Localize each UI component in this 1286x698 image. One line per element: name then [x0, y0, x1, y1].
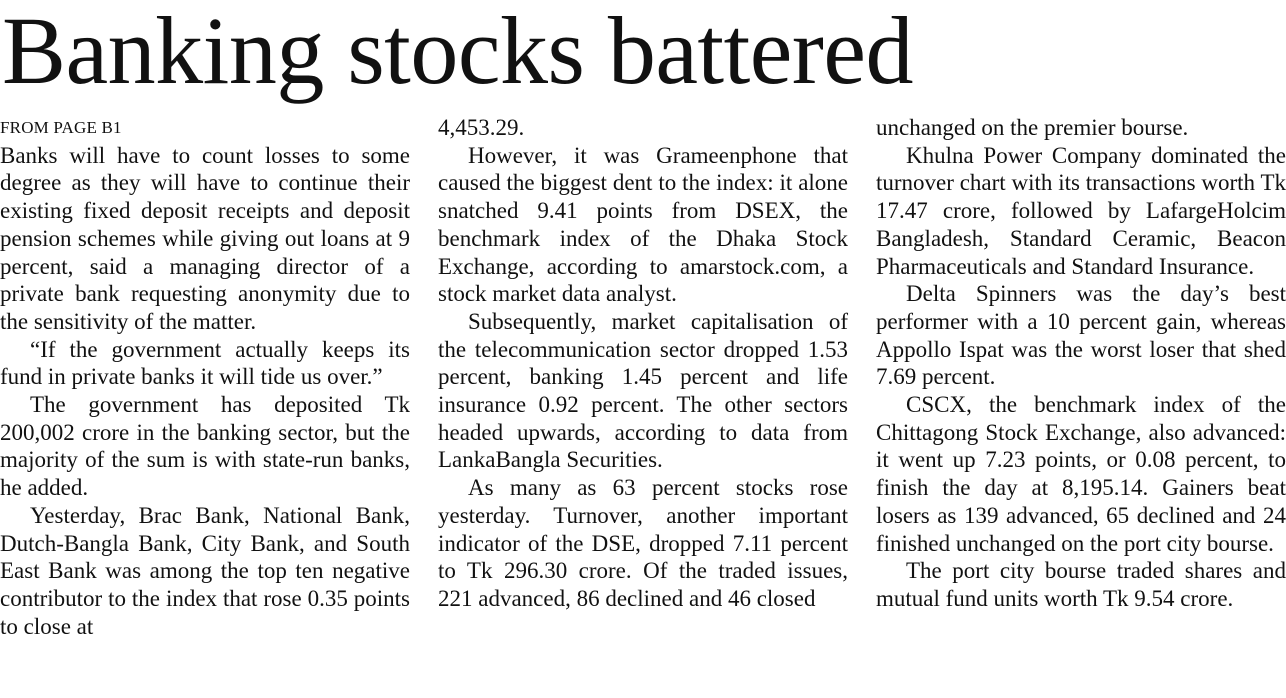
paragraph: Subsequently, market capitalisation of the telecommunication sector dropped 1.53 percent, banking 1.45 percent and life insurance 0.92 percent. The other sectors headed upwards, according to data from LankaBangla Securities. — [438, 308, 848, 473]
paragraph: The government has deposited Tk 200,002 crore in the banking sector, but the majority of the sum is with state-run banks, he added. — [0, 392, 410, 501]
paragraph: Yesterday, Brac Bank, National Bank, Dutch-Bangla Bank, City Bank, and South East Bank was among the top ten negative contributor to the index that rose 0.35 points to close at — [0, 502, 410, 639]
paragraph: As many as 63 percent stocks rose yesterday. Turnover, another important indicator of the DSE, dropped 7.11 percent to Tk 296.30 crore. Of the traded issues, 221 advanced, 86 declined and 46 closed — [438, 475, 848, 611]
paragraph: CSCX, the benchmark index of the Chittagong Stock Exchange, also advanced: it went up 7.23 points, or 0.08 percent, to finish the day at 8,195.14. Gainers beat losers as 139 advanced, 65 declined and 24 finished unchanged on the port city bourse. — [876, 392, 1286, 556]
paragraph: Banks will have to count losses to some degree as they will have to continue their existing fixed deposit receipts and deposit pension schemes while giving out loans at 9 percent, said a managing director of a private bank requesting anonymity due to the sensitivity of the matter. — [0, 142, 410, 334]
article-column-3 — [876, 114, 1286, 613]
paragraph: “If the government actually keeps its fund in private banks it will tide us over.” — [0, 336, 410, 390]
continuation-line: FROM PAGE B1 — [0, 118, 122, 137]
article-column-2 — [438, 114, 848, 613]
paragraph: unchanged on the premier bourse. — [876, 115, 1189, 140]
paragraph: Delta Spinners was the day’s best performer with a 10 percent gain, whereas Appollo Ispat was the worst loser that shed 7.69 percent. — [876, 281, 1286, 390]
paragraph: However, it was Grameenphone that caused the biggest dent to the index: it alone snatched 9.41 points from DSEX, the benchmark index of the Dhaka Stock Exchange, according to amarstock.com, a stock market data analyst. — [438, 142, 848, 307]
article-column-1 — [0, 114, 410, 640]
paragraph: Khulna Power Company dominated the turnover chart with its transactions worth Tk 17.47 crore, followed by LafargeHolcim Bangladesh, Standard Ceramic, Beacon Pharmaceuticals and Standard Insurance. — [876, 142, 1286, 279]
headline: Banking stocks battered — [2, 0, 913, 104]
paragraph: The port city bourse traded shares and mutual fund units worth Tk 9.54 crore. — [876, 558, 1286, 611]
paragraph: 4,453.29. — [438, 115, 525, 140]
